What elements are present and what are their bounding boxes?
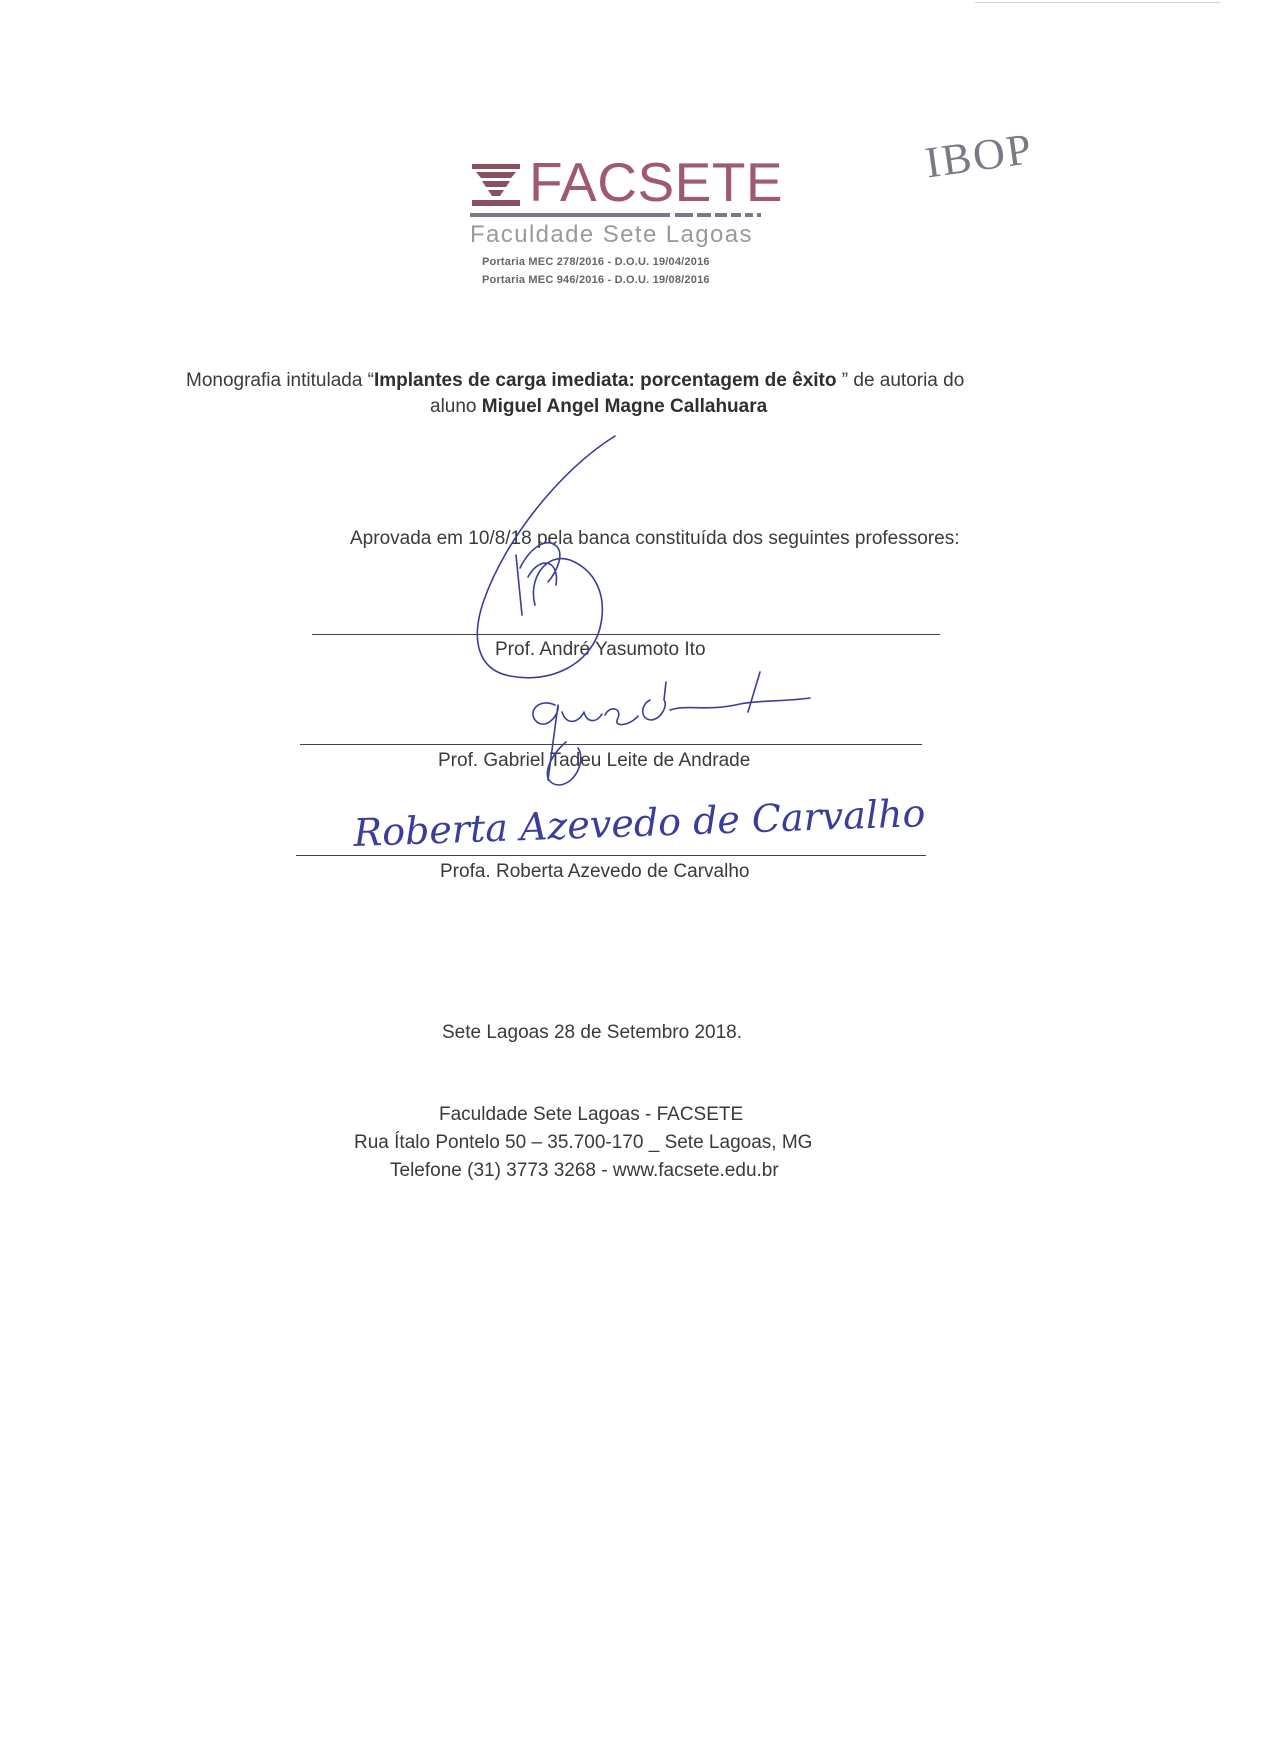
- logo-subtitle: Faculdade Sete Lagoas: [470, 221, 753, 248]
- signature-line-3: [296, 855, 926, 856]
- monograph-suffix: ” de autoria do: [841, 370, 965, 391]
- approval-date: 10/8/18: [468, 528, 532, 549]
- signature-roberta-script: Roberta Azevedo de Carvalho: [352, 791, 927, 855]
- portaria-line-1: Portaria MEC 278/2016 - D.O.U. 19/04/2016: [482, 256, 710, 268]
- place-date: Sete Lagoas 28 de Setembro 2018.: [442, 1022, 743, 1043]
- signature-line-2: [300, 744, 922, 745]
- footer-line-3: Telefone (31) 3773 3268 - www.facsete.edu.br: [390, 1160, 779, 1181]
- logo-underline-bar: [470, 212, 762, 218]
- portaria-line-2: Portaria MEC 946/2016 - D.O.U. 19/08/2016: [482, 274, 710, 286]
- monograph-prefix: Monografia intitulada “: [186, 370, 374, 391]
- signature-line-1: [312, 634, 940, 635]
- author-prefix: aluno: [430, 396, 482, 417]
- handwritten-stamp: IBOP: [922, 123, 1037, 188]
- examiner-name-3: Profa. Roberta Azevedo de Carvalho: [440, 861, 750, 882]
- author-name: Miguel Angel Magne Callahuara: [481, 396, 768, 417]
- approval-prefix: Aprovada em: [350, 528, 469, 549]
- monograph-line-1: [186, 370, 964, 392]
- facsete-logo: [470, 151, 784, 298]
- approval-suffix: pela banca constituída dos seguintes professores:: [531, 528, 960, 549]
- facsete-emblem-icon: [470, 162, 522, 208]
- signature-roberta: [352, 791, 926, 855]
- approval-line: [350, 528, 959, 550]
- examiner-name-2: Prof. Gabriel Tadeu Leite de Andrade: [438, 750, 751, 771]
- monograph-title: Implantes de carga imediata: porcentagem de êxito: [374, 370, 842, 391]
- logo-wordmark: FACSETE: [529, 151, 784, 213]
- monograph-line-2: [430, 396, 767, 418]
- footer-line-1: Faculdade Sete Lagoas - FACSETE: [439, 1104, 744, 1125]
- footer-line-2: Rua Ítalo Pontelo 50 – 35.700-170 _ Sete Lagoas, MG: [354, 1132, 813, 1153]
- examiner-name-1: Prof. André Yasumoto Ito: [495, 639, 706, 660]
- scan-edge-rule: [975, 2, 1220, 3]
